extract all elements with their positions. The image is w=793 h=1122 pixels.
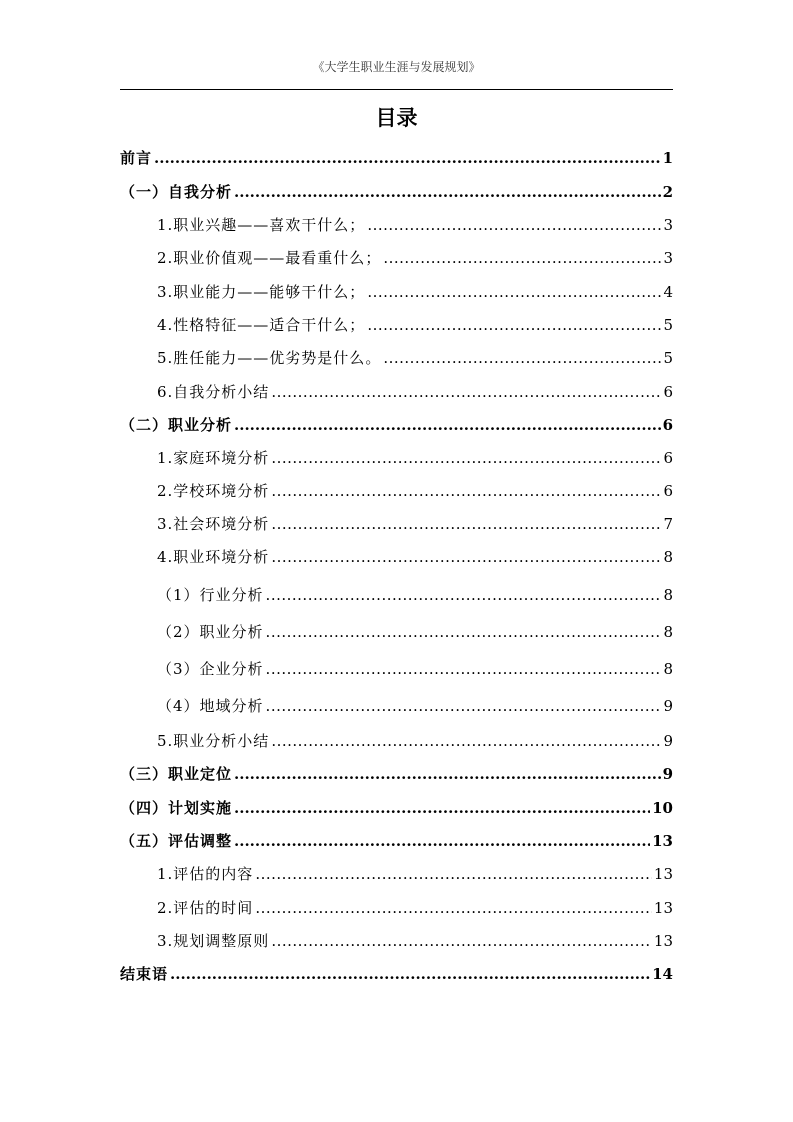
toc-entry-page-number: 1 bbox=[662, 149, 673, 167]
toc-entry-page-number: 8 bbox=[663, 586, 673, 604]
header-divider bbox=[120, 89, 673, 90]
toc-entry-page-number: 13 bbox=[653, 865, 673, 883]
toc-entry-label: 2.学校环境分析 bbox=[157, 482, 270, 500]
toc-dot-leader bbox=[367, 213, 661, 237]
toc-entry[interactable] bbox=[157, 694, 673, 718]
toc-dot-leader bbox=[170, 962, 650, 986]
toc-entry[interactable] bbox=[157, 896, 673, 920]
toc-entry[interactable] bbox=[120, 962, 673, 986]
toc-entry-label: 3.社会环境分析 bbox=[157, 515, 270, 533]
toc-entry-page-number: 4 bbox=[663, 283, 673, 301]
toc-entry-page-number: 10 bbox=[652, 799, 673, 817]
toc-entry-label: 5.胜任能力——优劣势是什么。 bbox=[157, 349, 382, 367]
toc-entry-label: 6.自我分析小结 bbox=[157, 383, 270, 401]
toc-dot-leader bbox=[383, 346, 661, 370]
toc-entry[interactable] bbox=[120, 762, 673, 786]
toc-dot-leader bbox=[266, 657, 662, 681]
toc-entry[interactable] bbox=[120, 796, 673, 820]
toc-entry-page-number: 6 bbox=[663, 449, 673, 467]
toc-entry[interactable] bbox=[157, 213, 673, 237]
toc-entry[interactable] bbox=[157, 929, 673, 953]
toc-dot-leader bbox=[271, 729, 661, 753]
toc-entry-label: （4）地域分析 bbox=[157, 697, 264, 715]
toc-entry-page-number: 9 bbox=[663, 697, 673, 715]
toc-dot-leader bbox=[271, 446, 661, 470]
toc-entry-page-number: 6 bbox=[662, 416, 673, 434]
toc-dot-leader bbox=[234, 829, 650, 853]
toc-entry[interactable] bbox=[157, 657, 673, 681]
toc-entry[interactable] bbox=[157, 583, 673, 607]
toc-entry-label: 1.家庭环境分析 bbox=[157, 449, 270, 467]
toc-entry[interactable] bbox=[157, 446, 673, 470]
toc-entry-page-number: 13 bbox=[652, 832, 673, 850]
toc-entry-page-number: 9 bbox=[663, 732, 673, 750]
toc-entry-label: （二）职业分析 bbox=[120, 416, 233, 434]
toc-entry-page-number: 2 bbox=[662, 183, 673, 201]
toc-entry-page-number: 5 bbox=[663, 316, 673, 334]
toc-entry-label: （3）企业分析 bbox=[157, 660, 264, 678]
toc-dot-leader bbox=[271, 479, 661, 503]
toc-entry[interactable] bbox=[120, 413, 673, 437]
toc-dot-leader bbox=[266, 620, 662, 644]
toc-dot-leader bbox=[367, 280, 661, 304]
toc-dot-leader bbox=[154, 146, 661, 170]
toc-dot-leader bbox=[271, 380, 661, 404]
toc-entry-label: 前言 bbox=[120, 149, 153, 167]
toc-entry-page-number: 3 bbox=[663, 216, 673, 234]
toc-entry-page-number: 14 bbox=[652, 965, 673, 983]
toc-entry[interactable] bbox=[120, 146, 673, 170]
toc-entry-label: 2.职业价值观——最看重什么； bbox=[157, 249, 382, 267]
toc-dot-leader bbox=[266, 694, 662, 718]
toc-entry-label: （五）评估调整 bbox=[120, 832, 233, 850]
toc-entry-page-number: 6 bbox=[663, 383, 673, 401]
toc-entry-label: 4.性格特征——适合干什么； bbox=[157, 316, 366, 334]
toc-entry-page-number: 7 bbox=[663, 515, 673, 533]
toc-dot-leader bbox=[271, 512, 661, 536]
toc-entry[interactable] bbox=[120, 829, 673, 853]
toc-entry-page-number: 6 bbox=[663, 482, 673, 500]
toc-entry-page-number: 13 bbox=[653, 932, 673, 950]
toc-entry-page-number: 9 bbox=[662, 765, 673, 783]
toc-entry-label: 4.职业环境分析 bbox=[157, 548, 270, 566]
toc-entry-label: 3.规划调整原则 bbox=[157, 932, 270, 950]
toc-entry[interactable] bbox=[157, 620, 673, 644]
running-header: 《大学生职业生涯与发展规划》 bbox=[312, 60, 481, 74]
toc-entry-label: 5.职业分析小结 bbox=[157, 732, 270, 750]
toc-entry-page-number: 3 bbox=[663, 249, 673, 267]
toc-entry[interactable] bbox=[157, 729, 673, 753]
toc-entry-page-number: 8 bbox=[663, 660, 673, 678]
toc-entry-label: 2.评估的时间 bbox=[157, 899, 254, 917]
toc-dot-leader bbox=[255, 896, 652, 920]
toc-dot-leader bbox=[271, 929, 652, 953]
toc-entry[interactable] bbox=[157, 313, 673, 337]
toc-entry[interactable] bbox=[157, 479, 673, 503]
toc-entry-label: 结束语 bbox=[120, 965, 169, 983]
toc-entry-page-number: 5 bbox=[663, 349, 673, 367]
toc-entry-page-number: 13 bbox=[653, 899, 673, 917]
toc-entry[interactable] bbox=[157, 545, 673, 569]
toc-entry-label: 3.职业能力——能够干什么； bbox=[157, 283, 366, 301]
toc-entry-page-number: 8 bbox=[663, 548, 673, 566]
toc-entry-label: 1.职业兴趣——喜欢干什么； bbox=[157, 216, 366, 234]
toc-entry[interactable] bbox=[157, 862, 673, 886]
toc-dot-leader bbox=[234, 180, 661, 204]
toc-dot-leader bbox=[234, 796, 650, 820]
toc-entry[interactable] bbox=[157, 246, 673, 270]
toc-entry-label: （三）职业定位 bbox=[120, 765, 233, 783]
toc-dot-leader bbox=[255, 862, 652, 886]
toc-entry[interactable] bbox=[157, 280, 673, 304]
toc-entry-label: 1.评估的内容 bbox=[157, 865, 254, 883]
toc-dot-leader bbox=[383, 246, 661, 270]
toc-title: 目录 bbox=[375, 105, 418, 130]
toc-dot-leader bbox=[367, 313, 661, 337]
toc-entry[interactable] bbox=[157, 512, 673, 536]
toc-dot-leader bbox=[266, 583, 662, 607]
toc-dot-leader bbox=[234, 413, 661, 437]
toc-dot-leader bbox=[271, 545, 661, 569]
toc-dot-leader bbox=[234, 762, 661, 786]
toc-entry-label: （四）计划实施 bbox=[120, 799, 233, 817]
toc-entry[interactable] bbox=[157, 380, 673, 404]
toc-entry-label: （2）职业分析 bbox=[157, 623, 264, 641]
toc-entry[interactable] bbox=[120, 180, 673, 204]
toc-entry[interactable] bbox=[157, 346, 673, 370]
toc-entry-label: （1）行业分析 bbox=[157, 586, 264, 604]
toc-entry-label: （一）自我分析 bbox=[120, 183, 233, 201]
toc-entry-page-number: 8 bbox=[663, 623, 673, 641]
